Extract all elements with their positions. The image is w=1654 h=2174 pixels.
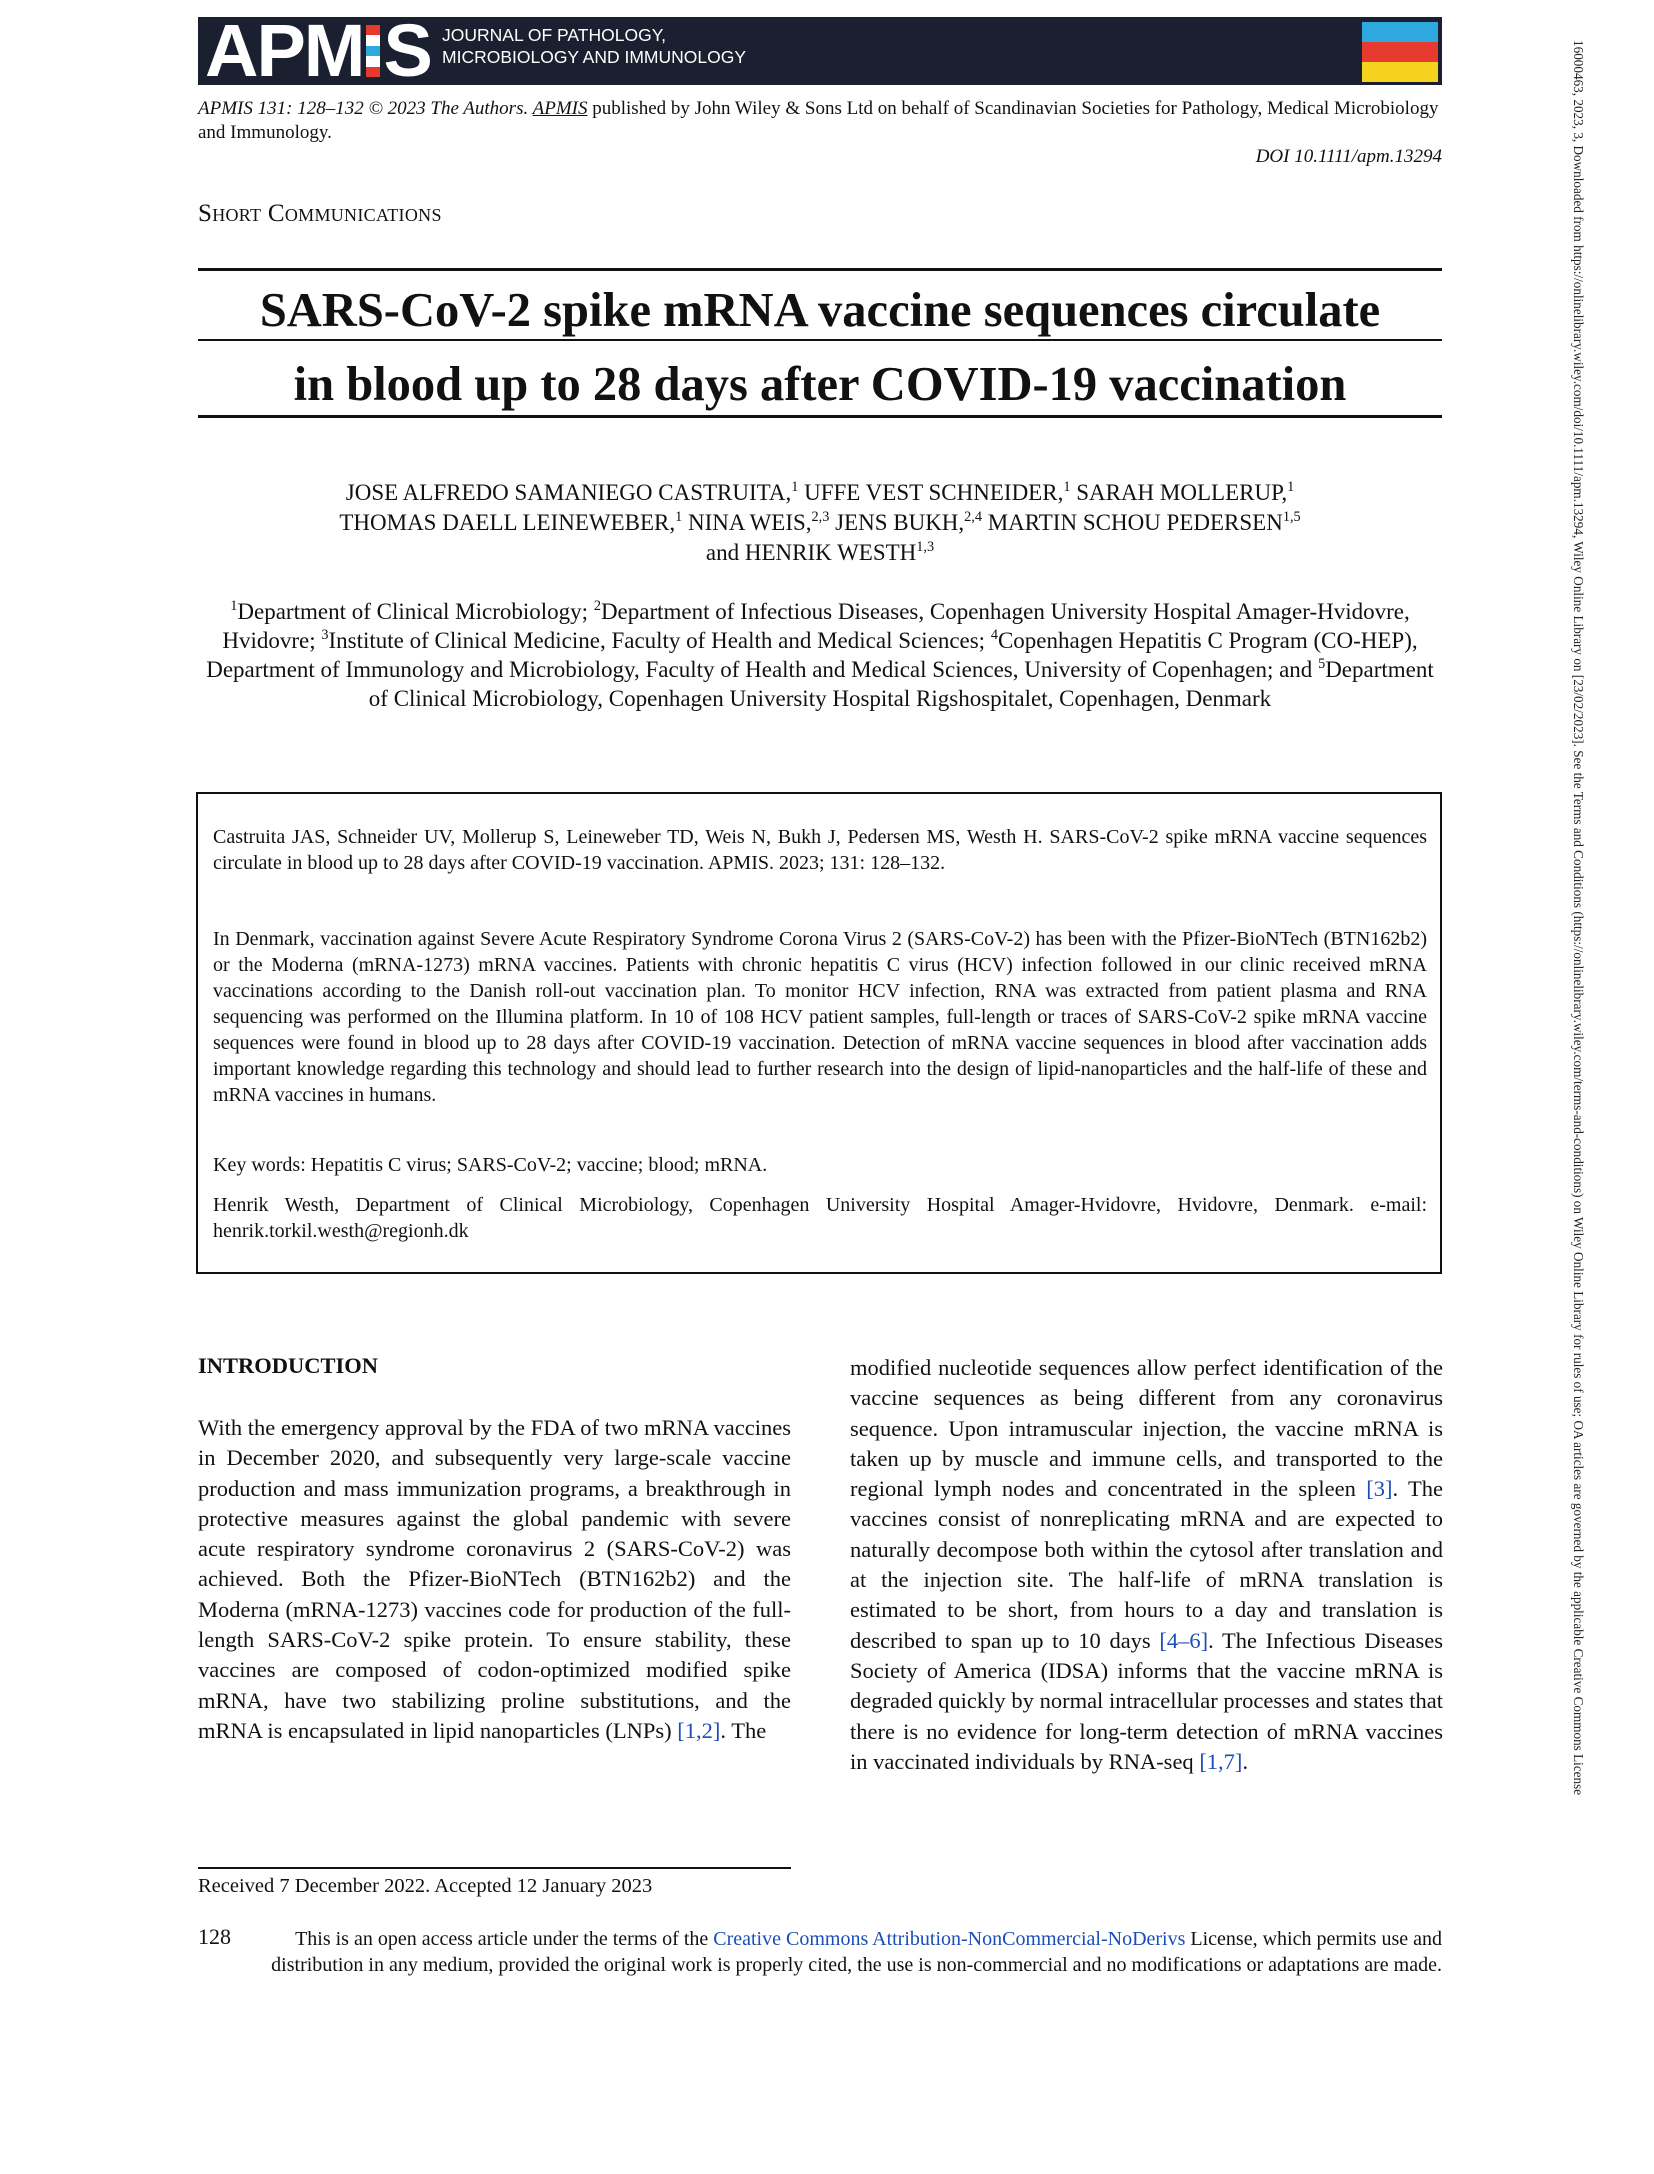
affiliation-text: Department of Infectious Diseases, Copenhagen University Hospital Amager-Hvidovre, Hvidovre; xyxy=(222,599,1410,653)
received-rule xyxy=(198,1867,791,1869)
intro-left-text: With the emergency approval by the FDA of two mRNA vaccines in December 2020, and subsequently very large-scale vaccine production and mass immunization programs, a breakthrough in protective measures against the global pandemic with severe acute respiratory syndrome coronavirus 2 (SARS-CoV-2) was achieved. Both the Pfizer-BioNTech (BTN162b2) and the Moderna (mRNA-1273) vaccines code for production of the full-length SARS-CoV-2 spike protein. To ensure stability, these vaccines are composed of codon-optimized modified spike mRNA, have two stabilizing proline substitutions, and the mRNA is encapsulated in lipid nanoparticles (LNPs) xyxy=(198,1415,791,1743)
citation-journal-link[interactable]: APMIS xyxy=(532,98,588,119)
flag-stripe-yellow xyxy=(1362,62,1438,82)
author-affiliation: 1,3 xyxy=(916,539,935,556)
abstract-keywords: Key words: Hepatitis C virus; SARS-CoV-2; vaccine; blood; mRNA. xyxy=(213,1154,768,1176)
logo-bar-3 xyxy=(366,46,380,56)
author-name: MARTIN SCHOU PEDERSEN xyxy=(981,510,1283,535)
affiliation-number: 3 xyxy=(321,627,329,644)
license-link[interactable]: Creative Commons Attribution-NonCommercial-NoDerivs xyxy=(713,1928,1186,1950)
page-number: 128 xyxy=(198,1924,231,1949)
reference-link[interactable]: [3] xyxy=(1366,1476,1393,1502)
abstract-body: In Denmark, vaccination against Severe Acute Respiratory Syndrome Corona Virus 2 (SARS-CoV-2) has been with the Pfizer-BioNTech (BTN162b2) or the Moderna (mRNA-1273) mRNA vaccines. Patients with chronic hepatitis C virus (HCV) infection followed in our clinic received mRNA vaccinations according to the Danish roll-out vaccination plan. To monitor HCV infection, RNA was extracted from patient plasma and RNA sequencing was performed on the Illumina platform. In 10 of 108 HCV patient samples, full-length or traces of SARS-CoV-2 spike mRNA vaccine sequences were found in blood up to 28 days after COVID-19 vaccination. Detection of mRNA vaccine sequences in blood after vaccination adds important knowledge regarding this technology and should lead to further research into the design of lipid-nanoparticles and the half-life of these and mRNA vaccines in humans. xyxy=(213,928,1427,1106)
author-affiliation: 2,4 xyxy=(964,509,982,526)
author-affiliation: 1 xyxy=(675,509,683,526)
title-rule-top xyxy=(198,268,1442,271)
affiliation-number: 1 xyxy=(230,598,238,615)
doi: DOI 10.1111/apm.13294 xyxy=(1255,146,1442,167)
affiliation-number: 2 xyxy=(593,598,601,615)
affiliation-text: Department of Clinical Microbiology, Copenhagen University Hospital Rigshospitalet, Copenhagen, Denmark xyxy=(368,657,1434,711)
author-name: JOSE ALFREDO SAMANIEGO CASTRUITA, xyxy=(345,480,792,505)
flag-stripe-red xyxy=(1362,42,1438,62)
section-label: Short Communications xyxy=(198,200,442,227)
download-side-note-text: 16000463, 2023, 3, Downloaded from https://onlinelibrary.wiley.com/doi/10.1111/apm.13294, Wiley Online Library on [23/02/2023]. See the Terms and Conditions (https://onlinelibrary.wiley.com/terms-and-conditions) on Wiley Online Library for rules of use; OA articles are governed by the applicable Creative Commons License xyxy=(1571,40,1586,1796)
introduction-right-column xyxy=(850,1353,1443,1777)
affiliation-list xyxy=(198,597,1442,713)
author-name: and HENRIK WESTH xyxy=(705,540,917,565)
author-affiliation: 2,3 xyxy=(811,509,830,526)
intro-right-text: . The Infectious Diseases Society of America (IDSA) informs that the vaccine mRNA is degraded quickly by normal intracellular processes and states that there is no evidence for long-term detection of mRNA vaccines in vaccinated individuals by RNA-seq xyxy=(850,1627,1443,1774)
intro-right-text: . The vaccines consist of nonreplicating mRNA and are expected to naturally decompose both within the cytosol after translation and at the injection site. The half-life of mRNA translation is estimated to be short, from hours to a day and translation is described to span up to 10 days xyxy=(850,1476,1443,1653)
journal-flag-icon xyxy=(1362,22,1438,82)
affiliation-number: 4 xyxy=(990,627,998,644)
logo-flag-bar xyxy=(366,25,380,77)
citation-text: APMIS 131: 128–132 © 2023 The Authors. xyxy=(198,98,533,119)
logo-bar-4 xyxy=(366,56,380,66)
logo-bar-1 xyxy=(366,25,380,35)
author-affiliation: 1 xyxy=(1287,479,1295,496)
reference-link[interactable]: [4–6] xyxy=(1159,1627,1209,1653)
author-name: THOMAS DAELL LEINEWEBER, xyxy=(339,510,676,535)
logo-text-s: S xyxy=(383,9,431,92)
logo-text-apm: APM xyxy=(205,9,364,92)
intro-left-end: . The xyxy=(720,1717,767,1743)
intro-right-text: . xyxy=(1242,1748,1249,1774)
author-affiliation: 1 xyxy=(1063,479,1071,496)
reference-link[interactable]: [1,2] xyxy=(677,1717,721,1743)
author-name: SARAH MOLLERUP, xyxy=(1070,480,1288,505)
abstract-correspondence: Henrik Westh, Department of Clinical Microbiology, Copenhagen University Hospital Amager-Hvidovre, Hvidovre, Denmark. e-mail: henrik.torkil.westh@regionh.dk xyxy=(213,1194,1427,1242)
reference-link[interactable]: [1,7] xyxy=(1199,1748,1243,1774)
author-affiliation: 1 xyxy=(791,479,799,496)
abstract-reference: Castruita JAS, Schneider UV, Mollerup S, Leineweber TD, Weis N, Bukh J, Pedersen MS, Westh H. SARS-CoV-2 spike mRNA vaccine sequences circulate in blood up to 28 days after COVID-19 vaccination. APMIS. 2023; 131: 128–132. xyxy=(213,826,1427,874)
introduction-heading: INTRODUCTION xyxy=(198,1353,379,1378)
citation-line xyxy=(198,97,1442,145)
journal-name-line1: JOURNAL OF PATHOLOGY, xyxy=(442,25,666,45)
license-text: This is an open access article under the terms of the xyxy=(295,1928,714,1950)
received-date: Received 7 December 2022. Accepted 12 January 2023 xyxy=(198,1875,653,1897)
author-name: NINA WEIS, xyxy=(682,510,812,535)
affiliation-text: Institute of Clinical Medicine, Faculty of Health and Medical Sciences; xyxy=(328,628,991,653)
license-text-rest: License, which permits use and distribution in any medium, provided the original work is properly cited, the use is non-commercial and no modifications or adaptations are made. xyxy=(271,1928,1442,1976)
author-name: UFFE VEST SCHNEIDER, xyxy=(798,480,1064,505)
journal-name xyxy=(442,24,862,68)
intro-right-text: modified nucleotide sequences allow perfect identification of the vaccine sequences as being different from any coronavirus sequence. Upon intramuscular injection, the vaccine mRNA is taken up by muscle and immune cells, and transported to the regional lymph nodes and concentrated in the spleen xyxy=(850,1355,1443,1502)
introduction-left-column xyxy=(198,1413,791,1746)
article-title-line1: SARS-CoV-2 spike mRNA vaccine sequences circulate xyxy=(259,284,1381,337)
author-list xyxy=(198,478,1442,568)
download-side-note xyxy=(1568,40,1586,2140)
author-name: JENS BUKH, xyxy=(829,510,965,535)
license-note xyxy=(240,1926,1442,1978)
affiliation-text: Department of Clinical Microbiology; xyxy=(237,599,594,624)
affiliation-number: 5 xyxy=(1318,656,1326,673)
logo-bar-5 xyxy=(366,67,380,77)
article-title-line2: in blood up to 28 days after COVID-19 vaccination xyxy=(293,358,1347,411)
journal-name-line2: MICROBIOLOGY AND IMMUNOLOGY xyxy=(442,47,747,67)
title-rule-bottom xyxy=(198,415,1442,418)
author-affiliation: 1,5 xyxy=(1282,509,1301,526)
article-title xyxy=(198,282,1442,414)
affiliation-text: Copenhagen Hepatitis C Program (CO-HEP), Department of Immunology and Microbiology, Faculty of Health and Medical Sciences, University of Copenhagen; and xyxy=(206,628,1418,682)
citation-publisher: published by John Wiley & Sons Ltd on behalf of Scandinavian Societies for Pathology, Medical Microbiology and Immunology. xyxy=(198,98,1439,143)
apmis-logo xyxy=(205,9,431,92)
logo-bar-2 xyxy=(366,35,380,45)
flag-stripe-blue xyxy=(1362,22,1438,42)
